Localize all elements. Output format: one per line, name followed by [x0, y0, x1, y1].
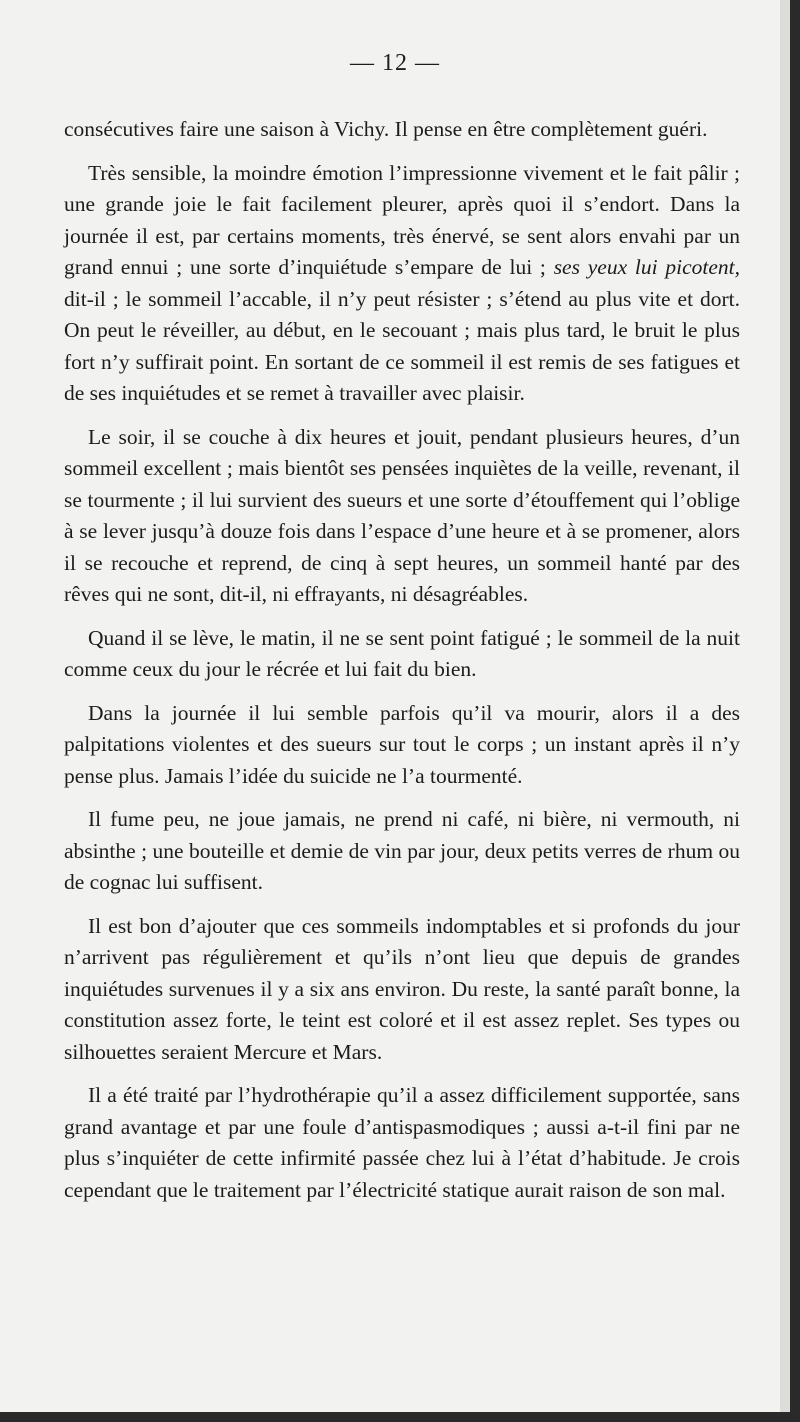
page-number: — 12 —: [350, 50, 440, 76]
paragraph-1: consécutives faire une saison à Vichy. Il pense en être complètement guéri.: [64, 117, 708, 141]
page-edge: [780, 0, 790, 1412]
paragraph-6: Il fume peu, ne joue jamais, ne prend ni café, ni bière, ni vermouth, ni absinthe ; une bouteille et demie de vin par jour, deux petits verres de rhum ou de cognac lui suffisent.: [64, 807, 740, 894]
paragraph-7: Il est bon d’ajouter que ces sommeils indomptables et si profonds du jour n’arrivent pas régulièrement et qu’ils n’ont lieu que depuis de grandes inquiétudes survenues il y a six ans environ. Du reste, la santé paraît bonne, la constitution assez forte, le teint est coloré et il est assez replet. Ses types ou silhouettes seraient Mercure et Mars.: [64, 913, 740, 1064]
body-text: [64, 114, 740, 1218]
paragraph-2-italic: ses yeux lui picotent,: [553, 255, 740, 279]
paragraph-2-start: Très sensible, la moindre émotion l’impressionne vivement et le fait pâlir ; une grande joie le fait facilement pleurer, après quoi il s’endort. Dans la journée il est, par certains moments, très énervé, se sent alors envahi par un grand ennui ; une sorte d’inquiétude s’empare de lui ;: [64, 160, 740, 279]
paragraph-5: Dans la journée il lui semble parfois qu’il va mourir, alors il a des palpitations violentes et des sueurs sur tout le corps ; un instant après il n’y pense plus. Jamais l’idée du suicide ne l’a tourmenté.: [64, 700, 740, 788]
paragraph-2-end: dit-il ; le sommeil l’accable, il n’y peut résister ; s’étend au plus vite et dort. On peut le réveiller, au début, en le secouant ; mais plus tard, le bruit le plus fort n’y suffirait point. En sortant de ce sommeil il est remis de ses fatigues et de ses inquiétudes et se remet à travailler avec plaisir.: [64, 286, 740, 405]
paragraph-3: Le soir, il se couche à dix heures et jouit, pendant plusieurs heures, d’un sommeil excellent ; mais bientôt ses pensées inquiètes de la veille, revenant, il se tourmente ; il lui survient des sueurs et une sorte d’étouffement qui l’oblige à se lever jusqu’à douze fois dans l’espace d’une heure et à se promener, alors il se recouche et reprend, de cinq à sept heures, un sommeil hanté par des rêves qui ne sont, dit-il, ni effrayants, ni désagréables.: [64, 424, 740, 606]
paragraph-2: [64, 158, 740, 410]
paragraph-8: Il a été traité par l’hydrothérapie qu’il a assez difficilement supportée, sans grand avantage et par une foule d’antispasmodiques ; aussi a-t-il fini par ne plus s’inquiéter de cette infirmité passée chez lui à l’état d’habitude. Je crois cependant que le traitement par l’électricité statique aurait raison de son mal.: [64, 1083, 740, 1202]
paragraph-4: Quand il se lève, le matin, il ne se sent point fatigué ; le sommeil de la nuit comme ceux du jour le récrée et lui fait du bien.: [64, 625, 740, 681]
